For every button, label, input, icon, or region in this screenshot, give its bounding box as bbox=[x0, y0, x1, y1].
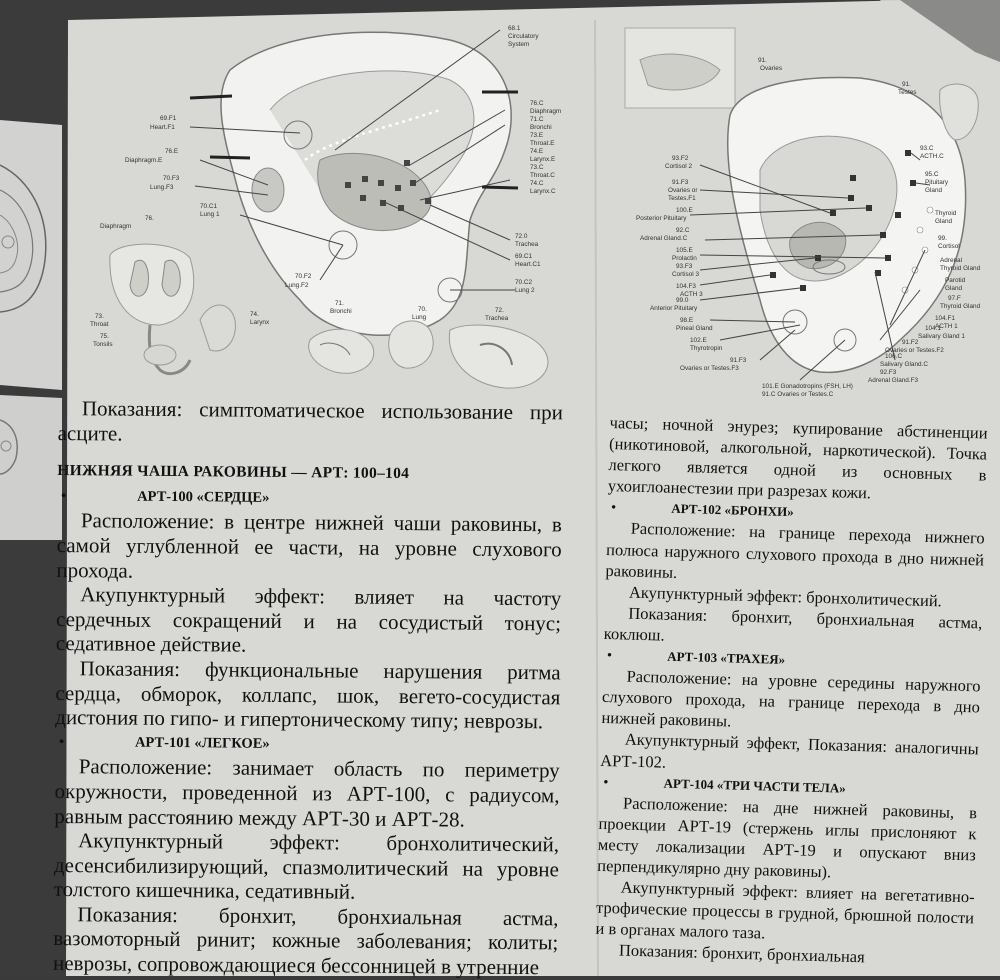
figure-label: 91.C Ovaries or Testes.C bbox=[762, 391, 834, 398]
paragraph: Расположение: на дне нижней раковины, в проекции АРТ-19 (стержень иглы прислоняют к месту локализации АРТ-19 и опускают вниз перпендикулярно дну раковины). bbox=[597, 793, 978, 882]
subheading-art-104: • АРТ-104 «ТРИ ЧАСТИ ТЕЛА» bbox=[603, 773, 846, 796]
paragraph: часы; ночной энурез; купирование абстиненции (никотиновой, алкогольной, наркотической). Точка легкого является одной из основных в ухоиглоанестезии при разрезах кожи. bbox=[607, 412, 988, 503]
figure-label: Gland bbox=[945, 285, 963, 292]
figure-label: Prolactin bbox=[672, 255, 697, 262]
paragraph: Акупунктурный эффект: бронхолитический. bbox=[628, 582, 943, 611]
figure-label: 70.C1 bbox=[200, 203, 218, 210]
figure-label: 72. bbox=[495, 307, 504, 314]
subheading-art-100: • АРТ-100 «СЕРДЦЕ» bbox=[61, 487, 270, 506]
figure-label: Ovaries bbox=[760, 65, 783, 72]
figure-label: 74.C bbox=[530, 180, 544, 187]
figure-label: Posterior Pituitary bbox=[636, 215, 687, 222]
paragraph: Акупунктурный эффект: влияет на вегетативно-трофические процессы в грудной, брюшной полости и в органах малого таза. bbox=[595, 877, 975, 943]
figure-label: 73.C bbox=[530, 164, 544, 171]
figure-label: 98.E bbox=[680, 317, 694, 324]
figure-label: 69.C1 bbox=[515, 253, 533, 260]
figure-label: 92.F3 bbox=[880, 369, 897, 376]
figure-label: 99. bbox=[938, 235, 947, 242]
figure-label: 74.E bbox=[530, 148, 544, 155]
figure-label: Throat.E bbox=[530, 140, 555, 147]
figure-label: 70.F2 bbox=[295, 273, 312, 280]
figure-label: Thyroid bbox=[935, 210, 957, 217]
figure-label: 93.C bbox=[920, 145, 934, 152]
figure-label: 76. bbox=[145, 215, 154, 222]
figure-label: Lung 1 bbox=[200, 211, 220, 218]
left-ear-diagram bbox=[110, 30, 548, 388]
figure-label: 72.0 bbox=[515, 233, 528, 240]
figure-label: Lung.F3 bbox=[150, 184, 174, 191]
figure-label: Circulatory bbox=[508, 33, 539, 40]
figure-label: 73. bbox=[95, 313, 104, 320]
ear-anatomy-figure bbox=[0, 0, 1000, 400]
paragraph: Показания: симптоматическое использование при асците. bbox=[57, 396, 563, 446]
figure-label: Ovaries or Testes.F2 bbox=[885, 347, 944, 354]
figure-label: Bronchi bbox=[330, 308, 352, 315]
figure-label: 76.E bbox=[165, 148, 179, 155]
paragraph: Акупунктурный эффект: влияет на частоту сердечных сокращений и на сосудистый тонус; седативное действие. bbox=[55, 582, 562, 657]
figure-label: ACTH 3 bbox=[680, 291, 703, 298]
paragraph: Расположение: на границе перехода нижнего полюса наружного слухового прохода в дно нижней раковины. bbox=[605, 519, 985, 582]
figure-label: 91. bbox=[902, 81, 911, 88]
paragraph: Показания: бронхит, бронхиальная bbox=[618, 940, 866, 967]
figure-label: Ovaries or Testes.F3 bbox=[680, 365, 739, 372]
figure-label: Parotid bbox=[945, 277, 966, 284]
figure-label: Adrenal bbox=[940, 257, 963, 264]
figure-label: ACTH 1 bbox=[935, 323, 958, 330]
figure-label: Thyroid Gland bbox=[940, 303, 981, 310]
figure-label: Lung 2 bbox=[515, 287, 535, 294]
figure-label: Diaphragm.E bbox=[125, 157, 163, 164]
figure-label: Larynx.C bbox=[530, 188, 556, 195]
figure-label: Trachea bbox=[515, 241, 539, 248]
figure-label: 70.F3 bbox=[163, 175, 180, 182]
paragraph: Показания: бронхит, бронхиальная астма, вазомоторный ринит; кожные заболевания; колиты; неврозы, сопровождающиеся бессонницей в утренние bbox=[52, 902, 559, 980]
figure-label: Salivary Gland.C bbox=[880, 361, 928, 368]
section-heading: НИЖНЯЯ ЧАША РАКОВИНЫ — АРТ: 100–104 bbox=[57, 462, 410, 483]
figure-label: Pituitary bbox=[925, 179, 949, 186]
figure-label: 102.E bbox=[690, 337, 707, 344]
figure-label: Heart.F1 bbox=[150, 124, 175, 131]
figure-label: 95.C bbox=[925, 171, 939, 178]
figure-label: Tonsils bbox=[93, 341, 113, 348]
figure-label: 106.C bbox=[885, 353, 903, 360]
figure-label: System bbox=[508, 41, 530, 48]
paragraph: Акупунктурный эффект: бронхолитический, десенсибилизирующий, спазмолитический на уровне толстого кишечника, седативный. bbox=[53, 828, 560, 904]
subheading-art-102: • АРТ-102 «БРОНХИ» bbox=[611, 499, 794, 520]
figure-label: 105.E bbox=[676, 247, 693, 254]
subheading-art-103: • АРТ-103 «ТРАХЕЯ» bbox=[607, 647, 786, 668]
figure-label: 92.C bbox=[676, 227, 690, 234]
figure-label: 101.E Gonadotropins (FSH, LH) bbox=[762, 383, 853, 390]
figure-label: Heart.C1 bbox=[515, 261, 541, 268]
figure-label: Lung bbox=[412, 314, 427, 321]
figure-label: 104.F3 bbox=[676, 283, 696, 290]
figure-label: Throat.C bbox=[530, 172, 555, 179]
figure-label: ACTH.C bbox=[920, 153, 944, 160]
figure-label: 99.0 bbox=[676, 297, 689, 304]
figure-label: Ovaries or bbox=[668, 187, 698, 194]
figure-label: Lung.F2 bbox=[285, 282, 309, 289]
figure-label: Diaphragm bbox=[100, 223, 132, 230]
paragraph: Показания: бронхит, бронхиальная астма, коклюш. bbox=[603, 603, 983, 645]
figure-label: Trachea bbox=[485, 315, 509, 322]
figure-label: Testes.F1 bbox=[668, 195, 696, 202]
subheading-art-101: • АРТ-101 «ЛЕГКОЕ» bbox=[58, 733, 270, 752]
figure-label: 91. bbox=[758, 57, 767, 64]
figure-label: 91.F3 bbox=[672, 179, 689, 186]
figure-label: Thyroid Gland bbox=[940, 265, 981, 272]
figure-label: 91.F3 bbox=[730, 357, 747, 364]
figure-label: Anterior Pituitary bbox=[650, 305, 698, 312]
figure-label: 70.C2 bbox=[515, 279, 533, 286]
figure-label: 93.F2 bbox=[672, 155, 689, 162]
figure-label: Thyrotropin bbox=[690, 345, 723, 352]
figure-label: Pineal Gland bbox=[676, 325, 713, 332]
paragraph: Расположение: на уровне середины наружного слухового прохода, на границе перехода в дно нижней раковины. bbox=[601, 666, 981, 731]
figure-label: Bronchi bbox=[530, 124, 552, 131]
figure-label: 69.F1 bbox=[160, 115, 177, 122]
right-text-column bbox=[595, 412, 988, 971]
figure-label: Salivary Gland 1 bbox=[918, 333, 965, 340]
figure-label: Diaphragm bbox=[530, 108, 562, 115]
figure-label: Adrenal Gland.F3 bbox=[868, 377, 919, 384]
figure-label: 75. bbox=[100, 333, 109, 340]
figure-label: 104.1 bbox=[925, 325, 941, 332]
figure-label: 73.E bbox=[530, 132, 544, 139]
figure-label: Larynx bbox=[250, 319, 270, 326]
figure-label: 76.C bbox=[530, 100, 544, 107]
figure-label: Throat bbox=[90, 321, 109, 328]
paragraph: Расположение: в центре нижней чаши раковины, в самой углубленной ее части, на уровне слухового прохода. bbox=[56, 508, 563, 583]
left-text-column bbox=[53, 396, 563, 980]
figure-label: 71. bbox=[335, 300, 344, 307]
figure-label: 71.C bbox=[530, 116, 544, 123]
paragraph: Показания: функциональные нарушения ритма сердца, обморок, коллапс, шок, вегето-сосудистая дистония по гипо- и гипертоническому типу; неврозы. bbox=[55, 656, 561, 734]
figure-label: Larynx.E bbox=[530, 156, 556, 163]
figure-label: Cortisol bbox=[938, 243, 960, 250]
figure-label: Cortisol 2 bbox=[665, 163, 692, 170]
figure-label: 104.F1 bbox=[935, 315, 955, 322]
figure-label: 93.F3 bbox=[676, 263, 693, 270]
figure-label: Cortisol 3 bbox=[672, 271, 699, 278]
figure-label: 74. bbox=[250, 311, 259, 318]
figure-label: 68.1 bbox=[508, 25, 521, 32]
paragraph: Расположение: занимает область по периметру окружности, проведенной из АРТ-100, с радиусом, равным расстоянию между АРТ-30 и АРТ-28. bbox=[54, 754, 560, 832]
figure-label: Testes bbox=[898, 89, 917, 96]
figure-label: 100.E bbox=[676, 207, 693, 214]
figure-label: 70. bbox=[418, 306, 427, 313]
figure-label: 91.F2 bbox=[902, 339, 919, 346]
figure-label: 97.F bbox=[948, 295, 961, 302]
figure-label: Gland bbox=[935, 218, 953, 225]
figure-label: Gland bbox=[925, 187, 943, 194]
paragraph: Акупунктурный эффект, Показания: аналогичны АРТ-102. bbox=[600, 729, 979, 772]
figure-label: Adrenal Gland.C bbox=[640, 235, 688, 242]
